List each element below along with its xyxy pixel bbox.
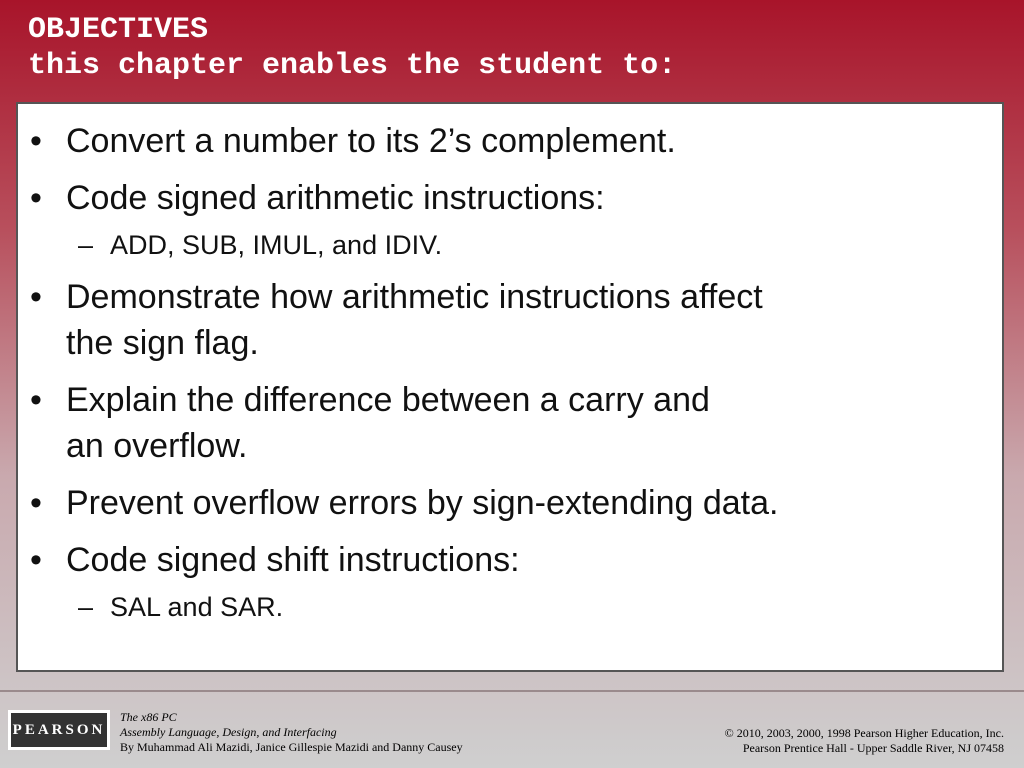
slide-subtitle: this chapter enables the student to:: [28, 49, 677, 83]
objective-text-line-1: Explain the difference between a carry and: [66, 381, 710, 419]
bullet-icon: •: [30, 179, 42, 217]
objective-text: Code signed arithmetic instructions:: [66, 179, 605, 217]
slide-header: [28, 12, 676, 84]
objective-text: Prevent overflow errors by sign-extending data.: [66, 484, 779, 522]
objective-item: [18, 118, 1002, 164]
slide-title: OBJECTIVES: [28, 13, 209, 47]
book-authors: By Muhammad Ali Mazidi, Janice Gillespie Mazidi and Danny Causey: [120, 740, 463, 754]
copyright-notice: [725, 726, 1004, 756]
objective-subitem: [18, 227, 1002, 263]
objective-subitem: [18, 589, 1002, 625]
pearson-logo: PEARSON: [8, 710, 110, 750]
subitem-text: SAL and SAR.: [110, 592, 284, 622]
copyright-line-2: Pearson Prentice Hall - Upper Saddle River, NJ 07458: [742, 741, 1004, 755]
bullet-icon: •: [30, 122, 42, 160]
objective-text: Code signed shift instructions:: [66, 541, 520, 579]
dash-icon: –: [78, 592, 94, 622]
objectives-list: [18, 104, 1002, 625]
dash-icon: –: [78, 230, 94, 260]
book-title: The x86 PC: [120, 710, 177, 724]
book-subtitle: Assembly Language, Design, and Interfacing: [120, 725, 337, 739]
footer-divider: [0, 690, 1024, 692]
objective-text-line-1: Demonstrate how arithmetic instructions affect: [66, 278, 763, 316]
content-panel: [16, 102, 1004, 672]
subitem-text: ADD, SUB, IMUL, and IDIV.: [110, 230, 443, 260]
bullet-icon: •: [30, 278, 42, 316]
objective-text-line-2: the sign flag.: [66, 324, 259, 362]
objective-item: [18, 274, 1002, 366]
objective-text: Convert a number to its 2’s complement.: [66, 122, 676, 160]
bullet-icon: •: [30, 541, 42, 579]
book-credit: [120, 710, 463, 755]
objective-text-line-2: an overflow.: [66, 427, 248, 465]
bullet-icon: •: [30, 484, 42, 522]
objective-item: [18, 175, 1002, 221]
objective-item: [18, 537, 1002, 583]
copyright-line-1: © 2010, 2003, 2000, 1998 Pearson Higher Education, Inc.: [724, 726, 1004, 740]
objective-item: [18, 377, 1002, 469]
objective-item: [18, 480, 1002, 526]
bullet-icon: •: [30, 381, 42, 419]
